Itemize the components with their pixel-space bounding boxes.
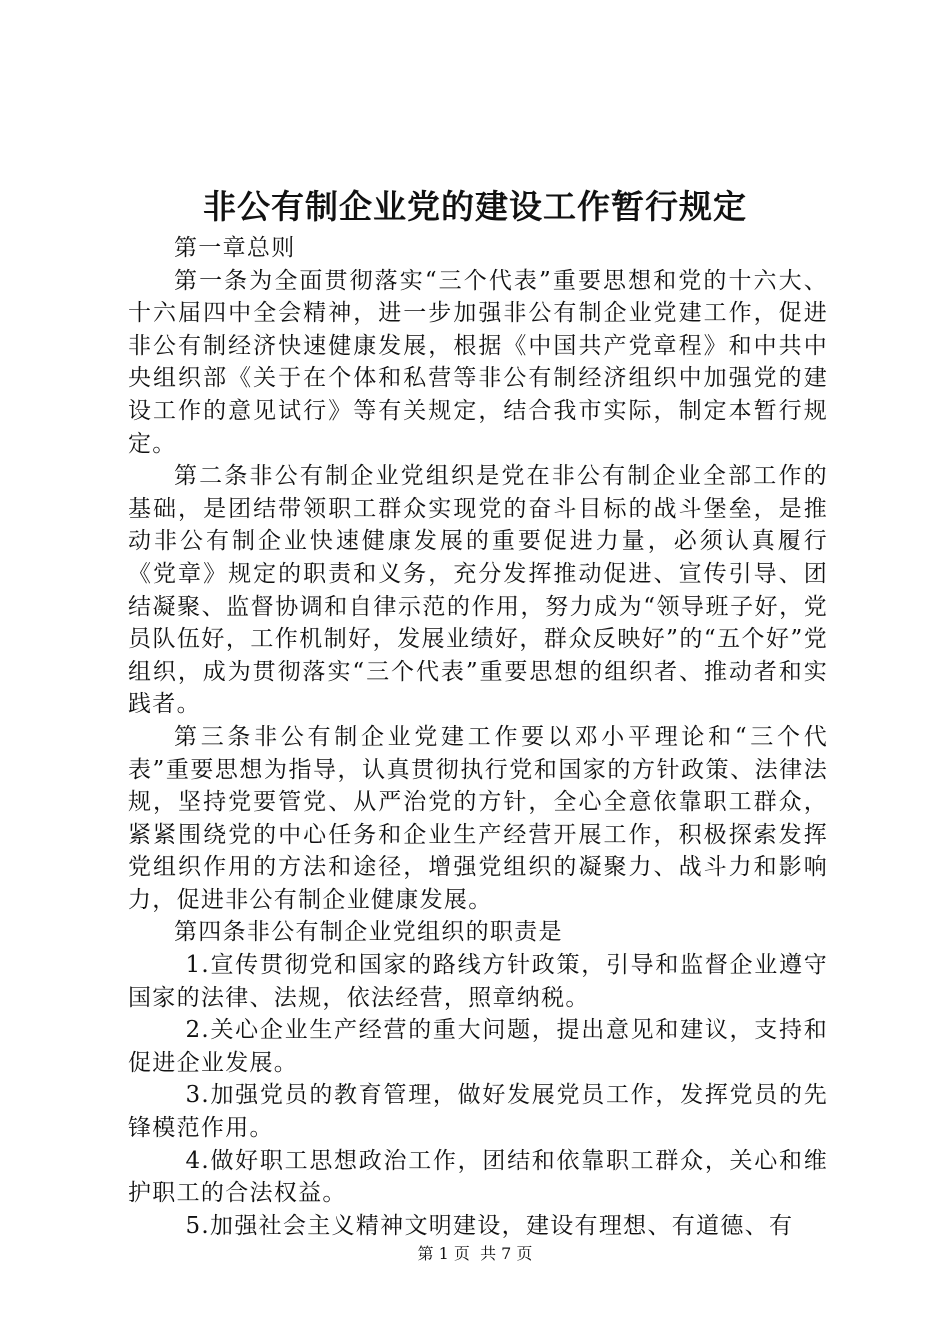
page-footer [0,1242,950,1266]
document-title: 非公有制企业党的建设工作暂行规定 [203,187,747,226]
article-4-paragraph: 第四条非公有制企业党组织的职责是 [174,919,563,946]
chapter-heading: 第一章总则 [174,235,296,261]
document-body [128,232,828,1242]
duty-item-4: 4.做好职工思想政治工作，团结和依靠职工群众，关心和维护职工的合法权益。 [128,1147,828,1207]
duty-item-2: 2.关心企业生产经营的重大问题，提出意见和建议，支持和促进企业发展。 [128,1017,828,1076]
page-number: 第 1 页 共 7 页 [417,1244,533,1263]
duty-item-5: 5.加强社会主义精神文明建设，建设有理想、有道德、有 [185,1212,794,1239]
article-1-paragraph: 第一条为全面贯彻落实“三个代表”重要思想和党的十六大、十六届四中全会精神，进一步加强非公有制企业党建工作，促进非公有制经济快速健康发展，根据《中国共产党章程》和中共中央组织部《关于在个体和私营等非公有制经济组织中加强党的建设工作的意见试行》等有关规定，结合我市实际，制定本暂行规定。 [128,267,828,457]
duty-item-3: 3.加强党员的教育管理，做好发展党员工作，发挥党员的先锋模范作用。 [128,1082,828,1142]
duty-item-1: 1.宣传贯彻党和国家的路线方针政策，引导和监督企业遵守国家的法律、法规，依法经营，照章纳税。 [128,952,828,1011]
article-2-paragraph: 第二条非公有制企业党组织是党在非公有制企业全部工作的基础，是团结带领职工群众实现党的奋斗目标的战斗堡垒，是推动非公有制企业快速健康发展的重要促进力量，必须认真履行《党章》规定的职责和义务，充分发挥推动促进、宣传引导、团结凝聚、监督协调和自律示范的作用，努力成为“领导班子好，党员队伍好，工作机制好，发展业绩好，群众反映好”的“五个好”党组织，成为贯彻落实“三个代表”重要思想的组织者、推动者和实践者。 [128,463,828,718]
article-3-paragraph: 第三条非公有制企业党建工作要以邓小平理论和“三个代表”重要思想为指导，认真贯彻执行党和国家的方针政策、法律法规，坚持党要管党、从严治党的方针，全心全意依靠职工群众，紧紧围绕党的中心任务和企业生产经营开展工作，积极探索发挥党组织作用的方法和途径，增强党组织的凝聚力、战斗力和影响力，促进非公有制企业健康发展。 [128,723,828,913]
